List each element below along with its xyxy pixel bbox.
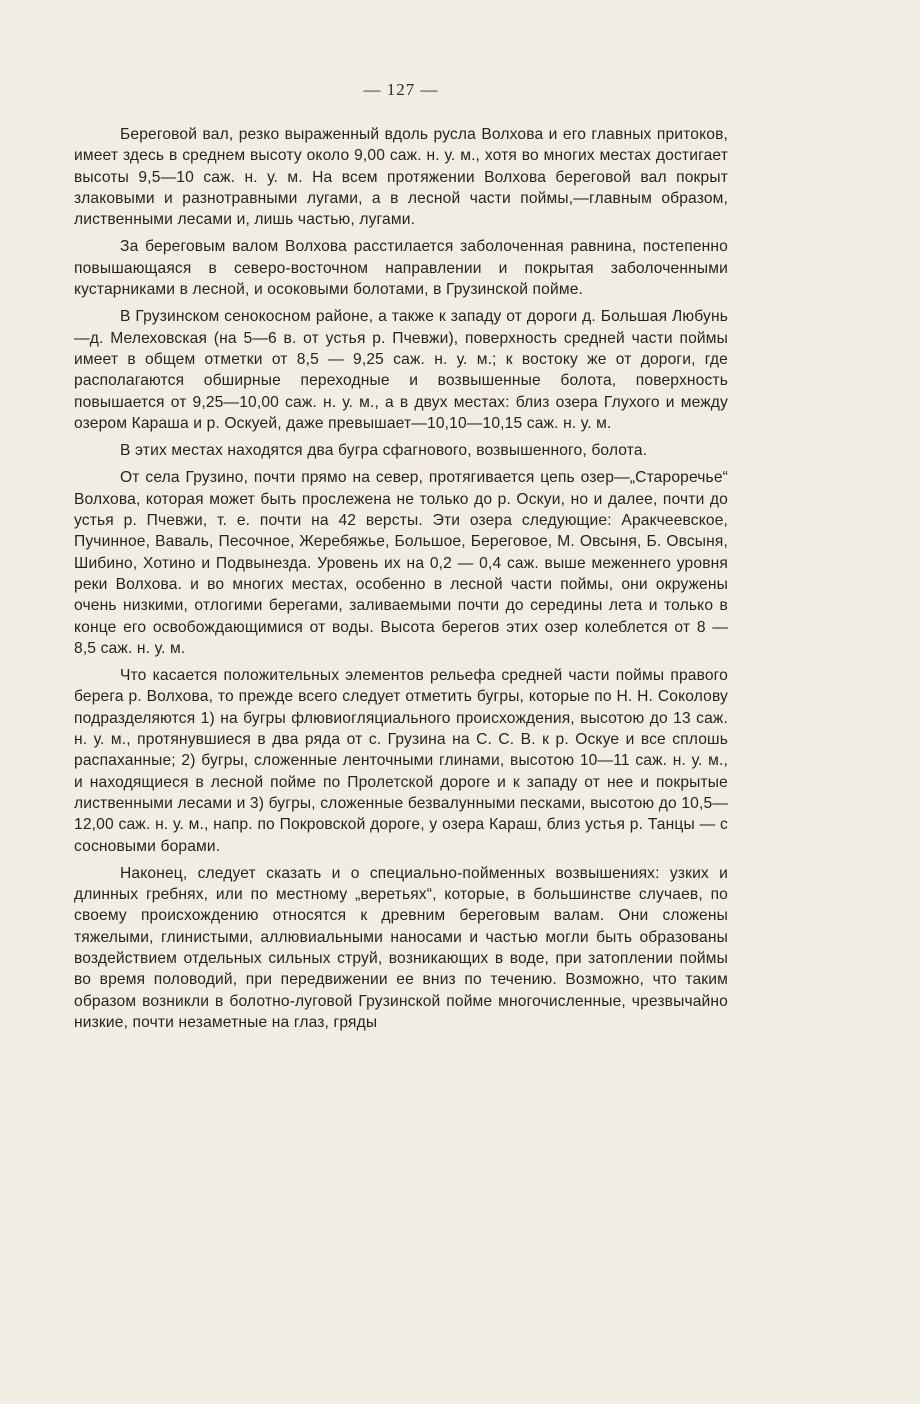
paragraph-1: Береговой вал, резко выраженный вдоль русла Волхова и его главных притоков, имеет здесь в среднем высоту около 9,00 саж. н. у. м., хотя во многих местах достигает высоты 9,5—10 саж. н. у. м. На всем протяжении Волхова береговой вал покрыт злаковыми и разнотравными лугами, а в лесной части поймы,—главным образом, лиственными лесами и, лишь частью, лугами.: [74, 126, 728, 229]
paragraph-3: В Грузинском сенокосном районе, а также к западу от дороги д. Большая Любунь—д. Мелеховская (на 5—6 в. от устья р. Пчевжи), поверхность средней части поймы имеет в общем отметки от 8,5 — 9,25 саж. н. у. м.; к востоку же от дороги, где располагаются обширные переходные и возвышенные болота, поверхность повышается от 9,25—10,00 саж. н. у. м., а в двух местах: близ озера Глухого и между озером Караша и р. Оскуей, даже превышает—10,10—10,15 саж. н. у. м.: [74, 308, 728, 432]
document-page: [74, 80, 728, 1039]
paragraph-6: Что касается положительных элементов рельефа средней части поймы правого берега р. Волхова, то прежде всего следует отметить бугры, которые по Н. Н. Соколову подразделяются 1) на бугры флювиогляциального происхождения, высотою до 13 саж. н. у. м., протянувшиеся в два ряда от с. Грузина на С. С. В. к р. Оскуе и все сплошь распаханные; 2) бугры, сложенные ленточными глинами, высотою 10—11 саж. н. у. м., и находящиеся в лесной пойме по Пролетской дороге и к западу от нее и покрытые лиственными лесами и 3) бугры, сложенные безвалунными песками, высотою до 10,5—12,00 саж. н. у. м., напр. по Покровской дороге, у озера Караш, близ устья р. Танцы — с сосновыми борами.: [74, 667, 729, 855]
paragraph-5: От села Грузино, почти прямо на север, протягивается цепь озер—„Староречье“ Волхова, которая может быть прослежена не только до р. Оскуи, но и далее, почти до устья р. Пчевжи, т. е. почти на 42 версты. Эти озера следующие: Аракчеевское, Пучинное, Ваваль, Песочное, Жеребяжье, Большое, Береговое, М. Овсыня, Б. Овсыня, Шибино, Хотино и Подвынезда. Уровень их на 0,2 — 0,4 саж. выше меженнего уровня реки Волхова. и во многих местах, особенно в лесной части поймы, они окружены очень низкими, отлогими берегами, заливаемыми почти до середины лета и только в конце его освобождающимися от воды. Высота берегов этих озер колеблется от 8 — 8,5 саж. н. у. м.: [74, 469, 728, 657]
page-number: — 127 —: [363, 80, 439, 99]
paragraph-4: В этих местах находятся два бугра сфагнового, возвышенного, болота.: [120, 442, 648, 460]
paragraph-2: За береговым валом Волхова расстилается заболоченная равнина, постепенно повышающаяся в северо-восточном направлении и покрытая заболоченными кустарниками в лесной, и осоковыми болотами, в Грузинской пойме.: [74, 238, 728, 299]
paragraph-7: Наконец, следует сказать и о специально-пойменных возвышениях: узких и длинных гребнях, или по местному „веретьях“, которые, в большинстве случаев, по своему происхождению относятся к древним береговым валам. Они сложены тяжелыми, глинистыми, аллювиальными наносами и частью могли быть образованы воздействием отдельных сильных струй, возникающих в воде, при затоплении поймы во время половодий, при передвижении ее вниз по течению. Возможно, что таким образом возникли в болотно-луговой Грузинской пойме многочисленные, чрезвычайно низкие, почти незаметные на глаз, гряды: [74, 864, 728, 1031]
